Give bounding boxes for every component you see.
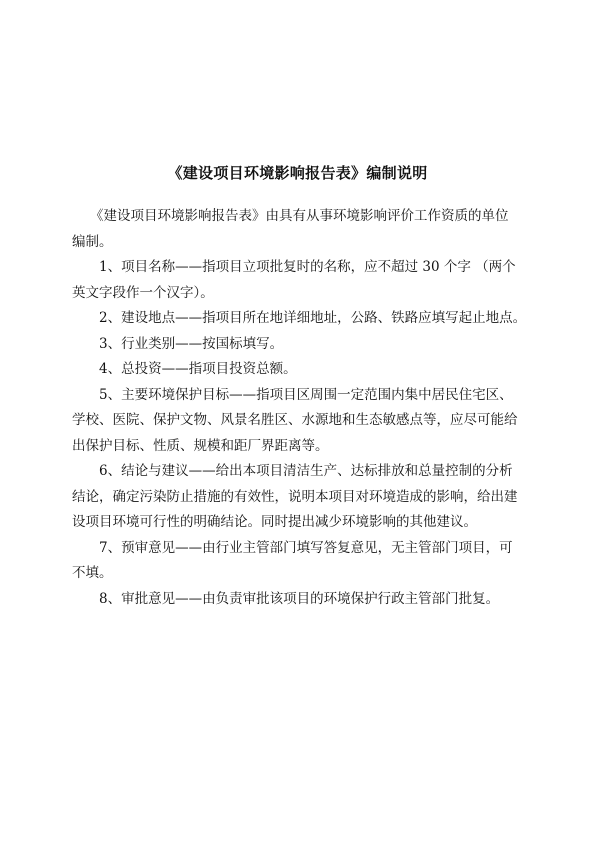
paragraph-line: 出保护目标、性质、规模和距厂界距离等。 (72, 437, 329, 454)
paragraph-line: 8、审批意见——由负责审批该项目的环境保护行政主管部门批复。 (99, 590, 500, 607)
paragraph-line: 结论，确定污染防止措施的有效性，说明本项目对环境造成的影响，给出建 (72, 488, 518, 505)
paragraph-line: 2、建设地点——指项目所在地详细地址，公路、铁路应填写起止地点。 (99, 310, 527, 326)
paragraph-line: 学校、医院、保护文物、风景名胜区、水源地和生态敏感点等，应尽可能给 (72, 412, 518, 428)
page-title: 《建设项目环境影响报告表》编制说明 (167, 164, 428, 182)
paragraph-line: 不填。 (72, 565, 113, 581)
paragraph-item-1 (72, 255, 528, 306)
paragraph-item-5 (72, 383, 528, 460)
paragraph-line: 1、项目名称——指项目立项批复时的名称，应不超过 30 个字 （两个 (99, 259, 516, 275)
paragraph-line: 设项目环境可行性的明确结论。同时提出减少环境影响的其他建议。 (72, 514, 477, 530)
paragraph-line: 编制。 (72, 233, 113, 250)
paragraph-line: 6、结论与建议——给出本项目清洁生产、达标排放和总量控制的分析 (99, 463, 513, 479)
paragraph-intro (72, 204, 528, 255)
paragraph-item-6 (72, 459, 528, 536)
paragraph-item-2 (72, 306, 528, 332)
paragraph-item-3 (72, 332, 528, 358)
paragraph-line: 《建设项目环境影响报告表》由具有从事环境影响评价工作资质的单位 (90, 208, 509, 224)
document-body (72, 204, 528, 612)
paragraph-line: 3、行业类别——按国标填写。 (99, 335, 284, 352)
paragraph-line: 4、总投资——指项目投资总额。 (99, 361, 297, 377)
paragraph-item-8 (72, 587, 528, 613)
paragraph-item-7 (72, 536, 528, 587)
paragraph-line: 英文字段作一个汉字）。 (72, 284, 214, 301)
paragraph-line: 5、主要环境保护目标——指项目区周围一定范围内集中居民住宅区、 (99, 386, 513, 403)
paragraph-line: 7、预审意见——由行业主管部门填写答复意见，无主管部门项目，可 (99, 539, 513, 556)
paragraph-item-4 (72, 357, 528, 383)
